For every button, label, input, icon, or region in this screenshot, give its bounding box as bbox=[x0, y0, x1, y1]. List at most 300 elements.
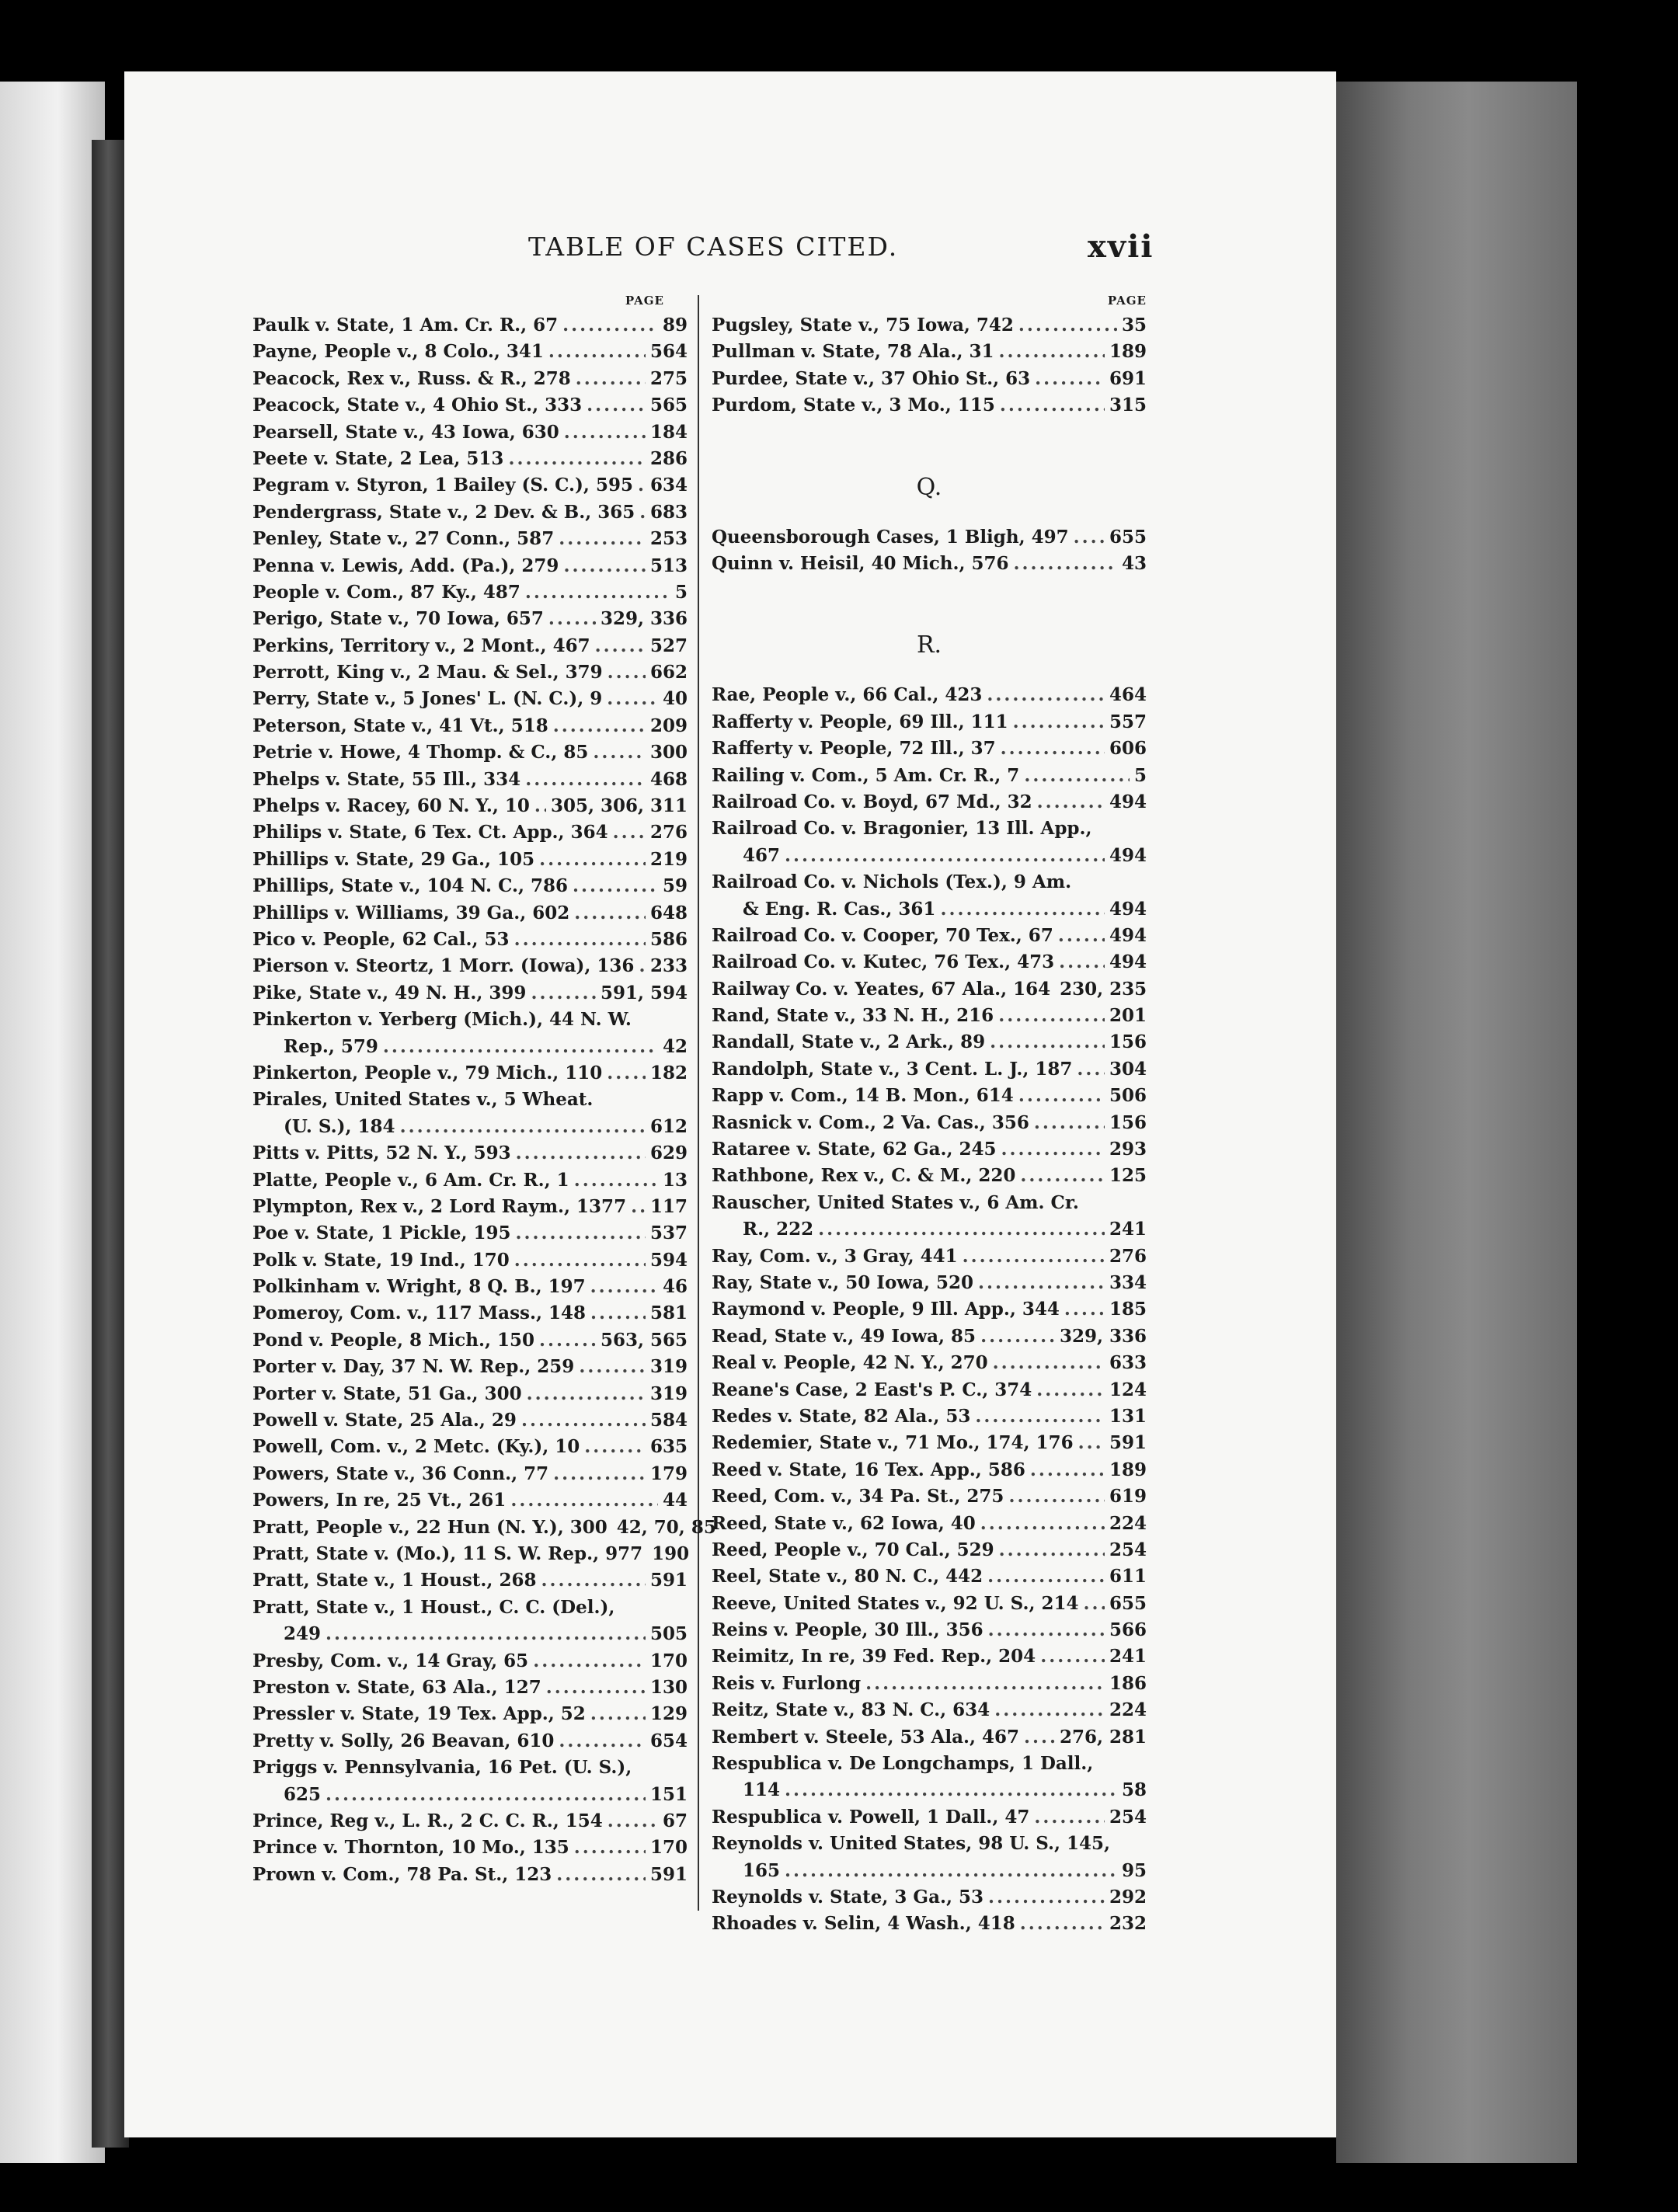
leader-dots bbox=[514, 1247, 646, 1274]
case-name: Pugsley, State v., 75 Iowa, 742 bbox=[712, 315, 1014, 336]
page-reference: 329, 336 bbox=[1059, 1325, 1147, 1347]
case-entry bbox=[252, 1327, 688, 1354]
case-list-p bbox=[712, 312, 1147, 419]
case-entry bbox=[712, 1243, 1147, 1270]
case-entry bbox=[252, 1595, 688, 1648]
leader-dots bbox=[1030, 1457, 1105, 1483]
leader-dots bbox=[1001, 736, 1105, 762]
page-reference: 124 bbox=[1109, 1379, 1147, 1400]
page-reference: 43 bbox=[1121, 552, 1147, 574]
page-reference: 58 bbox=[1121, 1779, 1147, 1801]
case-entry bbox=[252, 739, 688, 766]
case-name: Rapp v. Com., 14 B. Mon., 614 bbox=[712, 1085, 1014, 1107]
page-reference: 464 bbox=[1109, 684, 1147, 706]
case-entry bbox=[252, 686, 688, 712]
case-entry bbox=[252, 633, 688, 659]
leader-dots bbox=[607, 1808, 658, 1835]
book-gutter bbox=[92, 140, 129, 2148]
case-entry bbox=[712, 1617, 1147, 1643]
case-name: Pullman v. State, 78 Ala., 31 bbox=[712, 341, 994, 363]
page-reference: 505 bbox=[649, 1623, 688, 1645]
page-reference: 67 bbox=[662, 1810, 688, 1831]
case-name: Pressler v. State, 19 Tex. App., 52 bbox=[252, 1703, 586, 1725]
case-name: Phillips, State v., 104 N. C., 786 bbox=[252, 875, 569, 897]
case-continuation bbox=[712, 1216, 1147, 1243]
case-name: Pike, State v., 49 N. H., 399 bbox=[252, 982, 527, 1003]
case-entry bbox=[252, 900, 688, 927]
page-reference: 594 bbox=[649, 1249, 688, 1271]
page-reference: 232 bbox=[1109, 1913, 1147, 1935]
case-entry bbox=[712, 1751, 1147, 1804]
leader-dots bbox=[639, 953, 646, 979]
leader-dots bbox=[990, 1029, 1105, 1056]
case-entry bbox=[252, 1461, 688, 1487]
case-name: Rafferty v. People, 69 Ill., 111 bbox=[712, 711, 1008, 732]
page-reference: 506 bbox=[1109, 1085, 1147, 1107]
page-reference: 648 bbox=[649, 902, 688, 923]
page-reference: 179 bbox=[649, 1462, 688, 1484]
case-name: Perkins, Territory v., 2 Mont., 467 bbox=[252, 635, 590, 656]
leader-dots bbox=[574, 900, 646, 927]
case-name: Phelps v. State, 55 Ill., 334 bbox=[252, 768, 521, 790]
case-name: Rataree v. State, 62 Ga., 245 bbox=[712, 1139, 997, 1160]
page-reference: 224 bbox=[1109, 1699, 1147, 1721]
leader-dots bbox=[590, 1300, 646, 1327]
case-name: Prince, Reg v., L. R., 2 C. C. R., 154 bbox=[252, 1810, 603, 1831]
leader-dots bbox=[1074, 524, 1105, 551]
page-reference: 537 bbox=[649, 1223, 688, 1244]
case-name: Pegram v. Styron, 1 Bailey (S. C.), 595 bbox=[252, 475, 633, 496]
case-continuation bbox=[712, 843, 1147, 869]
page-reference: 275 bbox=[649, 367, 688, 389]
page-reference: 201 bbox=[1109, 1005, 1147, 1027]
case-entry bbox=[252, 1167, 688, 1194]
page-reference: 513 bbox=[649, 555, 688, 576]
case-entry bbox=[712, 1483, 1147, 1510]
page-reference: 563, 565 bbox=[600, 1329, 688, 1351]
leader-dots bbox=[326, 1621, 646, 1647]
column-divider bbox=[698, 295, 699, 1911]
case-entry bbox=[712, 682, 1147, 708]
case-name: Randall, State v., 2 Ark., 89 bbox=[712, 1031, 986, 1053]
case-name: Reimitz, In re, 39 Fed. Rep., 204 bbox=[712, 1646, 1036, 1668]
case-name: Railway Co. v. Yeates, 67 Ala., 164 bbox=[712, 978, 1051, 1000]
case-entry bbox=[712, 1563, 1147, 1590]
case-name: Pratt, People v., 22 Hun (N. Y.), 300 bbox=[252, 1516, 607, 1538]
case-name: Reel, State v., 80 N. C., 442 bbox=[712, 1566, 983, 1588]
leader-dots bbox=[1036, 1377, 1105, 1403]
page-reference: 59 bbox=[662, 875, 688, 897]
case-entry bbox=[252, 1567, 688, 1594]
case-entry bbox=[712, 1457, 1147, 1483]
case-entry bbox=[712, 1083, 1147, 1109]
page-reference: 40 bbox=[662, 688, 688, 710]
case-name: Preston v. State, 63 Ala., 127 bbox=[252, 1676, 541, 1698]
leader-dots bbox=[1013, 709, 1105, 736]
leader-dots bbox=[548, 606, 596, 632]
case-entry bbox=[252, 927, 688, 953]
case-name: Quinn v. Heisil, 40 Mich., 576 bbox=[712, 552, 1009, 574]
page-reference: 315 bbox=[1109, 395, 1147, 416]
page-reference: 241 bbox=[1109, 1646, 1147, 1668]
case-entry bbox=[252, 1487, 688, 1514]
page-reference: 42 bbox=[662, 1035, 688, 1057]
page-reference: 254 bbox=[1109, 1539, 1147, 1560]
case-entry bbox=[712, 976, 1147, 1003]
case-list-q bbox=[712, 524, 1147, 578]
case-entry bbox=[252, 1140, 688, 1167]
page-reference: 654 bbox=[649, 1730, 688, 1751]
page-reference: 565 bbox=[649, 395, 688, 416]
case-name: Redes v. State, 82 Ala., 53 bbox=[712, 1405, 971, 1427]
leader-dots bbox=[546, 1675, 646, 1701]
case-entry bbox=[712, 1671, 1147, 1697]
page-reference: 494 bbox=[1109, 791, 1147, 812]
case-entry bbox=[712, 1270, 1147, 1296]
case-name: Railroad Co. v. Cooper, 70 Tex., 67 bbox=[712, 924, 1053, 946]
page-reference: 634 bbox=[649, 475, 688, 496]
case-list-left bbox=[252, 312, 716, 1888]
leader-dots bbox=[607, 1060, 646, 1087]
case-name: Penna v. Lewis, Add. (Pa.), 279 bbox=[252, 555, 559, 576]
case-entry bbox=[252, 1541, 688, 1567]
case-entry bbox=[252, 1755, 688, 1808]
case-name: Penley, State v., 27 Conn., 587 bbox=[252, 528, 555, 550]
case-entry bbox=[252, 1407, 688, 1434]
leader-dots bbox=[590, 1274, 658, 1300]
case-continuation bbox=[712, 1858, 1147, 1884]
page-reference: 131 bbox=[1109, 1405, 1147, 1427]
page-reference: 655 bbox=[1109, 526, 1147, 548]
page-reference: 334 bbox=[1109, 1271, 1147, 1293]
leader-dots bbox=[785, 1777, 1117, 1803]
case-name: Ray, Com. v., 3 Gray, 441 bbox=[712, 1245, 958, 1267]
case-name: Prince v. Thornton, 10 Mo., 135 bbox=[252, 1837, 569, 1859]
case-continuation bbox=[252, 1114, 688, 1140]
leader-dots bbox=[1000, 392, 1105, 419]
case-name-continued: 625 bbox=[284, 1783, 322, 1805]
leader-dots bbox=[1078, 1430, 1105, 1456]
page-reference: 591, 594 bbox=[600, 982, 688, 1003]
leader-dots bbox=[527, 1381, 646, 1407]
case-name: Ray, State v., 50 Iowa, 520 bbox=[712, 1271, 974, 1293]
case-name: Paulk v. State, 1 Am. Cr. R., 67 bbox=[252, 315, 559, 336]
case-name: Pratt, State v. (Mo.), 11 S. W. Rep., 977 bbox=[252, 1543, 643, 1564]
leader-dots bbox=[987, 1563, 1105, 1590]
page-number: xvii bbox=[1088, 228, 1154, 265]
case-entry bbox=[252, 366, 688, 392]
case-entry bbox=[252, 1354, 688, 1380]
case-entry bbox=[252, 419, 688, 446]
case-entry bbox=[252, 713, 688, 739]
case-name: Peete v. State, 2 Lea, 513 bbox=[252, 447, 504, 469]
case-entry bbox=[712, 1163, 1147, 1189]
case-entry bbox=[252, 1515, 716, 1541]
case-entry bbox=[712, 709, 1147, 736]
case-name: Rand, State v., 33 N. H., 216 bbox=[712, 1005, 994, 1027]
leader-dots bbox=[999, 1537, 1105, 1563]
leader-dots bbox=[587, 392, 646, 419]
case-entry bbox=[712, 816, 1147, 869]
leader-dots bbox=[595, 633, 646, 659]
leader-dots bbox=[631, 1194, 646, 1220]
leader-dots bbox=[525, 767, 646, 793]
case-entry bbox=[712, 1403, 1147, 1430]
leader-dots bbox=[607, 659, 646, 686]
page-reference: 494 bbox=[1109, 924, 1147, 946]
page-reference: 170 bbox=[649, 1837, 688, 1859]
page-reference: 156 bbox=[1109, 1111, 1147, 1133]
case-name-continued: (U. S.), 184 bbox=[284, 1115, 395, 1137]
leader-dots bbox=[584, 1434, 646, 1460]
page-reference: 591 bbox=[649, 1570, 688, 1591]
case-name: Rathbone, Rex v., C. & M., 220 bbox=[712, 1165, 1016, 1187]
leader-dots bbox=[980, 1323, 1055, 1350]
case-entry bbox=[712, 1350, 1147, 1376]
case-entry bbox=[712, 949, 1147, 976]
leader-dots bbox=[1064, 1296, 1105, 1323]
case-entry bbox=[712, 366, 1147, 392]
case-name: Reed, State v., 62 Iowa, 40 bbox=[712, 1512, 976, 1534]
case-name: Reitz, State v., 83 N. C., 634 bbox=[712, 1699, 990, 1721]
case-entry bbox=[252, 579, 688, 606]
case-entry bbox=[252, 793, 688, 819]
case-entry bbox=[252, 1060, 688, 1087]
case-entry bbox=[712, 1537, 1147, 1563]
case-entry bbox=[252, 446, 688, 472]
page-reference: 612 bbox=[649, 1115, 688, 1137]
case-name: Petrie v. Howe, 4 Thomp. & C., 85 bbox=[252, 742, 589, 763]
page-reference: 35 bbox=[1121, 315, 1147, 336]
case-entry bbox=[712, 1511, 1147, 1537]
case-name: Powell, Com. v., 2 Metc. (Ky.), 10 bbox=[252, 1436, 580, 1458]
leader-dots bbox=[998, 339, 1105, 365]
page-reference: 319 bbox=[649, 1356, 688, 1378]
page-reference: 276 bbox=[649, 822, 688, 843]
page-reference: 185 bbox=[1109, 1299, 1147, 1320]
leader-dots bbox=[574, 1835, 646, 1861]
running-head: TABLE OF CASES CITED. bbox=[528, 231, 899, 262]
leader-dots bbox=[975, 1403, 1105, 1430]
page-reference: 189 bbox=[1109, 341, 1147, 363]
leader-dots bbox=[1014, 551, 1117, 577]
page-reference: 156 bbox=[1109, 1031, 1147, 1053]
page-reference: 292 bbox=[1109, 1887, 1147, 1908]
page-reference: 557 bbox=[1109, 711, 1147, 732]
leader-dots bbox=[593, 739, 646, 766]
page-reference: 655 bbox=[1109, 1592, 1147, 1614]
case-entry bbox=[712, 1697, 1147, 1723]
leader-dots bbox=[980, 1511, 1105, 1537]
case-entry bbox=[712, 736, 1147, 762]
case-name: Railroad Co. v. Kutec, 76 Tex., 473 bbox=[712, 951, 1055, 973]
page-reference: 581 bbox=[649, 1303, 688, 1324]
case-entry bbox=[712, 1296, 1147, 1323]
leader-dots bbox=[1037, 789, 1105, 816]
page-reference: 305, 306, 311 bbox=[550, 795, 688, 817]
case-name-continued: 467 bbox=[743, 844, 781, 866]
page-reference: 293 bbox=[1109, 1139, 1147, 1160]
case-name: Respublica v. Powell, 1 Dall., 47 bbox=[712, 1806, 1030, 1828]
case-name: Peterson, State v., 41 Vt., 518 bbox=[252, 715, 548, 736]
case-entry bbox=[712, 1911, 1147, 1937]
case-name: Poe v. State, 1 Pickle, 195 bbox=[252, 1223, 511, 1244]
page-reference: 566 bbox=[1109, 1619, 1147, 1641]
case-name: Pratt, State v., 1 Houst., C. C. (Del.), bbox=[252, 1596, 615, 1618]
case-name: Powell v. State, 25 Ala., 29 bbox=[252, 1410, 517, 1431]
case-entry bbox=[712, 1136, 1147, 1163]
case-name: Pretty v. Solly, 26 Beavan, 610 bbox=[252, 1730, 555, 1751]
case-entry bbox=[252, 1007, 688, 1060]
leader-dots bbox=[1034, 1110, 1105, 1136]
case-entry bbox=[712, 339, 1147, 365]
leader-dots bbox=[993, 1350, 1105, 1376]
case-entry bbox=[252, 767, 688, 793]
case-name: Respublica v. De Longchamps, 1 Dall., bbox=[712, 1753, 1094, 1775]
case-entry bbox=[712, 1003, 1147, 1029]
case-entry bbox=[712, 312, 1147, 339]
case-entry bbox=[712, 869, 1147, 923]
case-name: Rafferty v. People, 72 Ill., 37 bbox=[712, 738, 996, 760]
leader-dots bbox=[553, 1461, 646, 1487]
case-name: Pond v. People, 8 Mich., 150 bbox=[252, 1329, 534, 1351]
page-reference: 494 bbox=[1109, 951, 1147, 973]
leader-dots bbox=[998, 1003, 1105, 1029]
case-name: Pirales, United States v., 5 Wheat. bbox=[252, 1089, 594, 1111]
page-reference: 13 bbox=[662, 1169, 688, 1191]
case-entry bbox=[252, 1381, 688, 1407]
case-name: Presby, Com. v., 14 Gray, 65 bbox=[252, 1650, 529, 1671]
page-reference: 329, 336 bbox=[600, 608, 688, 630]
case-entry bbox=[252, 1701, 688, 1727]
page-reference: 629 bbox=[649, 1143, 688, 1164]
leader-dots bbox=[514, 927, 646, 953]
page-reference: 182 bbox=[649, 1062, 688, 1083]
case-name: Pomeroy, Com. v., 117 Mass., 148 bbox=[252, 1303, 587, 1324]
page-reference: 633 bbox=[1109, 1352, 1147, 1374]
leader-dots bbox=[521, 1407, 646, 1434]
page-reference: 219 bbox=[649, 848, 688, 870]
case-name: Powers, State v., 36 Conn., 77 bbox=[252, 1462, 549, 1484]
case-entry bbox=[712, 1643, 1147, 1670]
leader-dots bbox=[963, 1243, 1105, 1270]
page-reference: 584 bbox=[649, 1410, 688, 1431]
page-reference: 300 bbox=[649, 742, 688, 763]
leader-dots bbox=[525, 579, 670, 606]
case-name: Phillips v. State, 29 Ga., 105 bbox=[252, 848, 535, 870]
case-name-continued: Rep., 579 bbox=[284, 1035, 378, 1057]
case-name: Pratt, State v., 1 Houst., 268 bbox=[252, 1570, 537, 1591]
case-name: Powers, In re, 25 Vt., 261 bbox=[252, 1490, 507, 1511]
case-continuation bbox=[712, 1777, 1147, 1803]
facing-page-edge bbox=[0, 82, 105, 2163]
case-entry bbox=[712, 1591, 1147, 1617]
page-reference: 591 bbox=[1109, 1432, 1147, 1454]
case-name: Phelps v. Racey, 60 N. Y., 10 bbox=[252, 795, 530, 817]
case-entry bbox=[252, 499, 688, 526]
leader-dots bbox=[988, 1884, 1105, 1911]
case-continuation bbox=[252, 1034, 688, 1060]
page-reference: 319 bbox=[649, 1382, 688, 1404]
case-entry bbox=[252, 1675, 688, 1701]
leader-dots bbox=[785, 1858, 1117, 1884]
leader-dots bbox=[539, 847, 646, 873]
case-entry bbox=[252, 659, 688, 686]
leader-dots bbox=[865, 1671, 1105, 1697]
case-name: Reis v. Furlong bbox=[712, 1672, 862, 1694]
case-name: Rasnick v. Com., 2 Va. Cas., 356 bbox=[712, 1111, 1029, 1133]
leader-dots bbox=[383, 1034, 658, 1060]
page-reference: 46 bbox=[662, 1276, 688, 1298]
leader-dots bbox=[1020, 1911, 1105, 1937]
case-name: Redemier, State v., 71 Mo., 174, 176 bbox=[712, 1432, 1074, 1454]
page-reference: 611 bbox=[1109, 1566, 1147, 1588]
case-name: Peacock, Rex v., Russ. & R., 278 bbox=[252, 367, 571, 389]
leader-dots bbox=[818, 1216, 1105, 1243]
leader-dots bbox=[510, 1487, 658, 1514]
case-entry bbox=[252, 553, 688, 579]
leader-dots bbox=[564, 419, 646, 446]
leader-dots bbox=[563, 553, 646, 579]
case-name: Rembert v. Steele, 53 Ala., 467 bbox=[712, 1726, 1020, 1748]
page-reference: 233 bbox=[649, 955, 688, 977]
case-entry bbox=[712, 1110, 1147, 1136]
page-reference: 254 bbox=[1109, 1806, 1147, 1828]
leader-dots bbox=[988, 1617, 1105, 1643]
case-entry bbox=[252, 526, 688, 552]
case-entry bbox=[252, 1434, 688, 1460]
page-reference: 186 bbox=[1109, 1672, 1147, 1694]
case-name: Pinkerton, People v., 79 Mich., 110 bbox=[252, 1062, 603, 1083]
page-reference: 189 bbox=[1109, 1459, 1147, 1480]
case-name: Reed, People v., 70 Cal., 529 bbox=[712, 1539, 994, 1560]
page-reference: 635 bbox=[649, 1436, 688, 1458]
page-reference: 691 bbox=[1109, 367, 1147, 389]
leader-dots bbox=[987, 682, 1105, 708]
leader-dots bbox=[1024, 1724, 1055, 1751]
case-entry bbox=[712, 923, 1147, 949]
case-entry bbox=[712, 1724, 1147, 1751]
page-reference: 190 bbox=[652, 1543, 690, 1564]
case-name-continued: & Eng. R. Cas., 361 bbox=[743, 898, 936, 920]
case-name-continued: 249 bbox=[284, 1623, 322, 1645]
leader-dots bbox=[1001, 1136, 1105, 1163]
section-spacer bbox=[712, 419, 1147, 450]
leader-dots bbox=[1077, 1056, 1105, 1083]
leader-dots bbox=[940, 896, 1105, 923]
page-reference: 44 bbox=[662, 1490, 688, 1511]
page-reference: 276, 281 bbox=[1059, 1726, 1147, 1748]
case-entry bbox=[712, 1323, 1147, 1350]
leader-dots bbox=[607, 686, 658, 712]
case-list-r bbox=[712, 682, 1147, 1937]
page-reference: 151 bbox=[649, 1783, 688, 1805]
case-name: Railing v. Com., 5 Am. Cr. R., 7 bbox=[712, 764, 1020, 786]
case-name: Reins v. People, 30 Ill., 356 bbox=[712, 1619, 983, 1641]
leader-dots bbox=[576, 366, 646, 392]
case-name: Read, State v., 49 Iowa, 85 bbox=[712, 1325, 977, 1347]
case-entry bbox=[252, 1648, 688, 1675]
case-name: Polkinham v. Wright, 8 Q. B., 197 bbox=[252, 1276, 586, 1298]
leader-dots bbox=[590, 1701, 646, 1727]
case-name: Railroad Co. v. Nichols (Tex.), 9 Am. bbox=[712, 871, 1072, 893]
case-entry bbox=[252, 873, 688, 899]
case-name: Pinkerton v. Yerberg (Mich.), 44 N. W. bbox=[252, 1009, 632, 1031]
case-name: Pearsell, State v., 43 Iowa, 630 bbox=[252, 421, 559, 443]
case-name: Peacock, State v., 4 Ohio St., 333 bbox=[252, 395, 583, 416]
case-entry bbox=[712, 524, 1147, 551]
case-continuation bbox=[712, 896, 1147, 923]
